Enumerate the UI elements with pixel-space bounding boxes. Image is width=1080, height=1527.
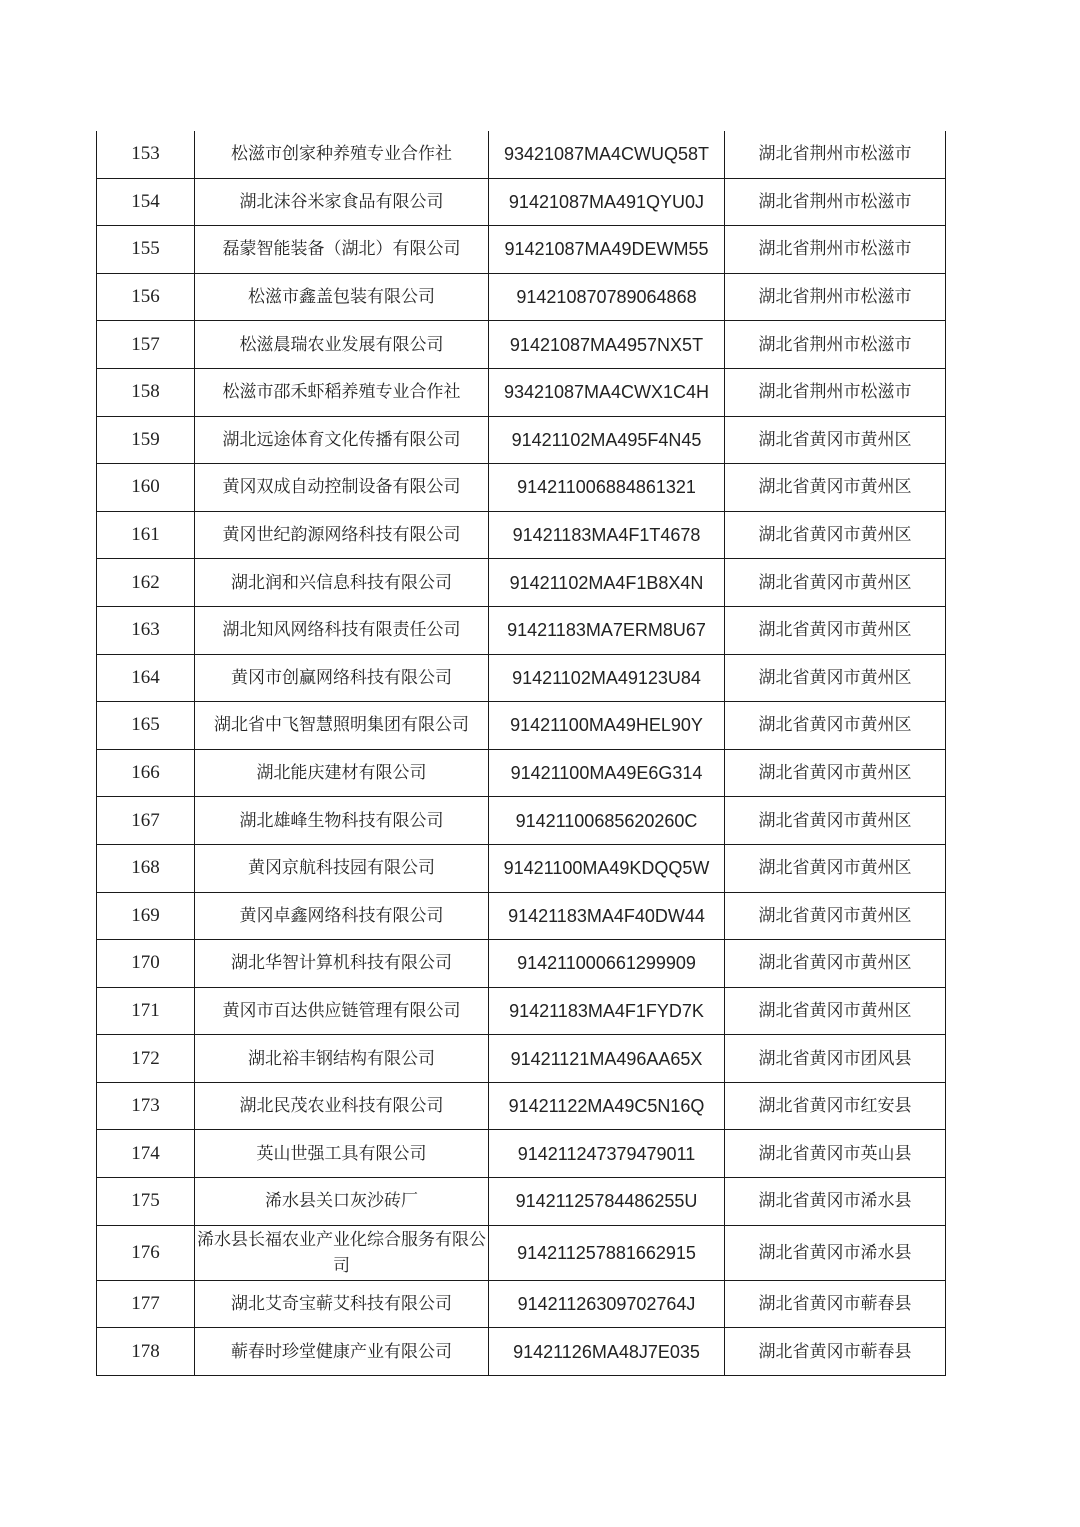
row-number-cell: 165 <box>97 702 195 750</box>
company-name-cell: 松滋市邵禾虾稻养殖专业合作社 <box>195 368 489 416</box>
address-cell: 湖北省黄冈市黄州区 <box>725 559 946 607</box>
row-number-cell: 157 <box>97 321 195 369</box>
address-cell: 湖北省黄冈市黄州区 <box>725 892 946 940</box>
credit-code-cell: 91421183MA7ERM8U67 <box>489 606 725 654</box>
company-name-cell: 湖北润和兴信息科技有限公司 <box>195 559 489 607</box>
row-number-cell: 178 <box>97 1328 195 1376</box>
credit-code-cell: 91421183MA4F1FYD7K <box>489 987 725 1035</box>
credit-code-cell: 91421102MA4F1B8X4N <box>489 559 725 607</box>
address-cell: 湖北省黄冈市浠水县 <box>725 1178 946 1226</box>
credit-code-cell: 91421102MA495F4N45 <box>489 416 725 464</box>
table-body <box>97 131 946 1375</box>
row-number-cell: 159 <box>97 416 195 464</box>
address-cell: 湖北省黄冈市红安县 <box>725 1082 946 1130</box>
table-row <box>97 131 946 178</box>
address-cell: 湖北省荆州市松滋市 <box>725 321 946 369</box>
row-number-cell: 169 <box>97 892 195 940</box>
table-row <box>97 987 946 1035</box>
row-number-cell: 175 <box>97 1178 195 1226</box>
table-row <box>97 1178 946 1226</box>
credit-code-cell: 91421102MA49123U84 <box>489 654 725 702</box>
credit-code-cell: 91421100685620260C <box>489 797 725 845</box>
company-name-cell: 松滋市创家种养殖专业合作社 <box>195 131 489 178</box>
company-name-cell: 松滋市鑫盖包装有限公司 <box>195 273 489 321</box>
credit-code-cell: 91421125784486255U <box>489 1178 725 1226</box>
credit-code-cell: 914211000661299909 <box>489 940 725 988</box>
company-name-cell: 蕲春时珍堂健康产业有限公司 <box>195 1328 489 1376</box>
credit-code-cell: 91421122MA49C5N16Q <box>489 1082 725 1130</box>
credit-code-cell: 93421087MA4CWUQ58T <box>489 131 725 178</box>
address-cell: 湖北省荆州市松滋市 <box>725 131 946 178</box>
company-name-cell: 松滋晨瑞农业发展有限公司 <box>195 321 489 369</box>
row-number-cell: 173 <box>97 1082 195 1130</box>
row-number-cell: 162 <box>97 559 195 607</box>
table-row <box>97 1082 946 1130</box>
credit-code-cell: 91421087MA4957NX5T <box>489 321 725 369</box>
company-name-cell: 黄冈市百达供应链管理有限公司 <box>195 987 489 1035</box>
company-name-cell: 黄冈卓鑫网络科技有限公司 <box>195 892 489 940</box>
address-cell: 湖北省黄冈市黄州区 <box>725 987 946 1035</box>
credit-code-cell: 91421087MA491QYU0J <box>489 178 725 226</box>
row-number-cell: 166 <box>97 749 195 797</box>
address-cell: 湖北省黄冈市黄州区 <box>725 464 946 512</box>
credit-code-cell: 914211006884861321 <box>489 464 725 512</box>
row-number-cell: 167 <box>97 797 195 845</box>
row-number-cell: 171 <box>97 987 195 1035</box>
table-row <box>97 559 946 607</box>
company-name-cell: 湖北沫谷米家食品有限公司 <box>195 178 489 226</box>
table-row <box>97 1225 946 1280</box>
credit-code-cell: 914211247379479011 <box>489 1130 725 1178</box>
table-row <box>97 368 946 416</box>
company-name-cell: 黄冈双成自动控制设备有限公司 <box>195 464 489 512</box>
credit-code-cell: 91421183MA4F1T4678 <box>489 511 725 559</box>
company-name-cell: 湖北裕丰钢结构有限公司 <box>195 1035 489 1083</box>
company-name-cell: 湖北省中飞智慧照明集团有限公司 <box>195 702 489 750</box>
credit-code-cell: 91421100MA49HEL90Y <box>489 702 725 750</box>
company-name-cell: 黄冈京航科技园有限公司 <box>195 844 489 892</box>
row-number-cell: 160 <box>97 464 195 512</box>
company-name-cell: 湖北远途体育文化传播有限公司 <box>195 416 489 464</box>
table-row <box>97 749 946 797</box>
address-cell: 湖北省黄冈市黄州区 <box>725 416 946 464</box>
address-cell: 湖北省荆州市松滋市 <box>725 178 946 226</box>
address-cell: 湖北省黄冈市黄州区 <box>725 749 946 797</box>
credit-code-cell: 91421087MA49DEWM55 <box>489 226 725 274</box>
address-cell: 湖北省荆州市松滋市 <box>725 226 946 274</box>
address-cell: 湖北省黄冈市黄州区 <box>725 797 946 845</box>
table-row <box>97 892 946 940</box>
address-cell: 湖北省黄冈市黄州区 <box>725 844 946 892</box>
company-name-cell: 浠水县关口灰沙砖厂 <box>195 1178 489 1226</box>
row-number-cell: 176 <box>97 1225 195 1280</box>
table-row <box>97 654 946 702</box>
row-number-cell: 177 <box>97 1280 195 1328</box>
row-number-cell: 163 <box>97 606 195 654</box>
table-row <box>97 606 946 654</box>
credit-code-cell: 91421126MA48J7E035 <box>489 1328 725 1376</box>
company-name-cell: 英山世强工具有限公司 <box>195 1130 489 1178</box>
credit-code-cell: 93421087MA4CWX1C4H <box>489 368 725 416</box>
address-cell: 湖北省黄冈市黄州区 <box>725 940 946 988</box>
credit-code-cell: 914210870789064868 <box>489 273 725 321</box>
table-row <box>97 321 946 369</box>
address-cell: 湖北省黄冈市黄州区 <box>725 654 946 702</box>
table-row <box>97 1035 946 1083</box>
table-row <box>97 1130 946 1178</box>
credit-code-cell: 91421100MA49KDQQ5W <box>489 844 725 892</box>
company-name-cell: 浠水县长福农业产业化综合服务有限公司 <box>195 1225 489 1280</box>
row-number-cell: 170 <box>97 940 195 988</box>
credit-code-cell: 91421183MA4F40DW44 <box>489 892 725 940</box>
table-row <box>97 797 946 845</box>
address-cell: 湖北省黄冈市英山县 <box>725 1130 946 1178</box>
table-row <box>97 1280 946 1328</box>
credit-code-cell: 91421126309702764J <box>489 1280 725 1328</box>
credit-code-cell: 914211257881662915 <box>489 1225 725 1280</box>
company-name-cell: 黄冈市创赢网络科技有限公司 <box>195 654 489 702</box>
table-row <box>97 844 946 892</box>
table-row <box>97 464 946 512</box>
address-cell: 湖北省荆州市松滋市 <box>725 273 946 321</box>
address-cell: 湖北省黄冈市团风县 <box>725 1035 946 1083</box>
credit-code-cell: 91421100MA49E6G314 <box>489 749 725 797</box>
table-row <box>97 273 946 321</box>
company-name-cell: 黄冈世纪韵源网络科技有限公司 <box>195 511 489 559</box>
address-cell: 湖北省黄冈市浠水县 <box>725 1225 946 1280</box>
address-cell: 湖北省黄冈市黄州区 <box>725 606 946 654</box>
address-cell: 湖北省黄冈市黄州区 <box>725 511 946 559</box>
row-number-cell: 161 <box>97 511 195 559</box>
company-name-cell: 磊蒙智能装备（湖北）有限公司 <box>195 226 489 274</box>
row-number-cell: 155 <box>97 226 195 274</box>
credit-code-cell: 91421121MA496AA65X <box>489 1035 725 1083</box>
company-name-cell: 湖北艾奇宝蕲艾科技有限公司 <box>195 1280 489 1328</box>
row-number-cell: 168 <box>97 844 195 892</box>
table-row <box>97 940 946 988</box>
row-number-cell: 172 <box>97 1035 195 1083</box>
company-name-cell: 湖北华智计算机科技有限公司 <box>195 940 489 988</box>
company-table <box>96 131 946 1376</box>
table-row <box>97 1328 946 1376</box>
table-row <box>97 511 946 559</box>
address-cell: 湖北省黄冈市黄州区 <box>725 702 946 750</box>
address-cell: 湖北省荆州市松滋市 <box>725 368 946 416</box>
company-name-cell: 湖北知风网络科技有限责任公司 <box>195 606 489 654</box>
row-number-cell: 154 <box>97 178 195 226</box>
table-row <box>97 702 946 750</box>
row-number-cell: 164 <box>97 654 195 702</box>
row-number-cell: 174 <box>97 1130 195 1178</box>
company-name-cell: 湖北能庆建材有限公司 <box>195 749 489 797</box>
row-number-cell: 153 <box>97 131 195 178</box>
table-row <box>97 226 946 274</box>
company-name-cell: 湖北雄峰生物科技有限公司 <box>195 797 489 845</box>
company-name-cell: 湖北民茂农业科技有限公司 <box>195 1082 489 1130</box>
table-row <box>97 178 946 226</box>
address-cell: 湖北省黄冈市蕲春县 <box>725 1328 946 1376</box>
address-cell: 湖北省黄冈市蕲春县 <box>725 1280 946 1328</box>
row-number-cell: 158 <box>97 368 195 416</box>
table-row <box>97 416 946 464</box>
row-number-cell: 156 <box>97 273 195 321</box>
